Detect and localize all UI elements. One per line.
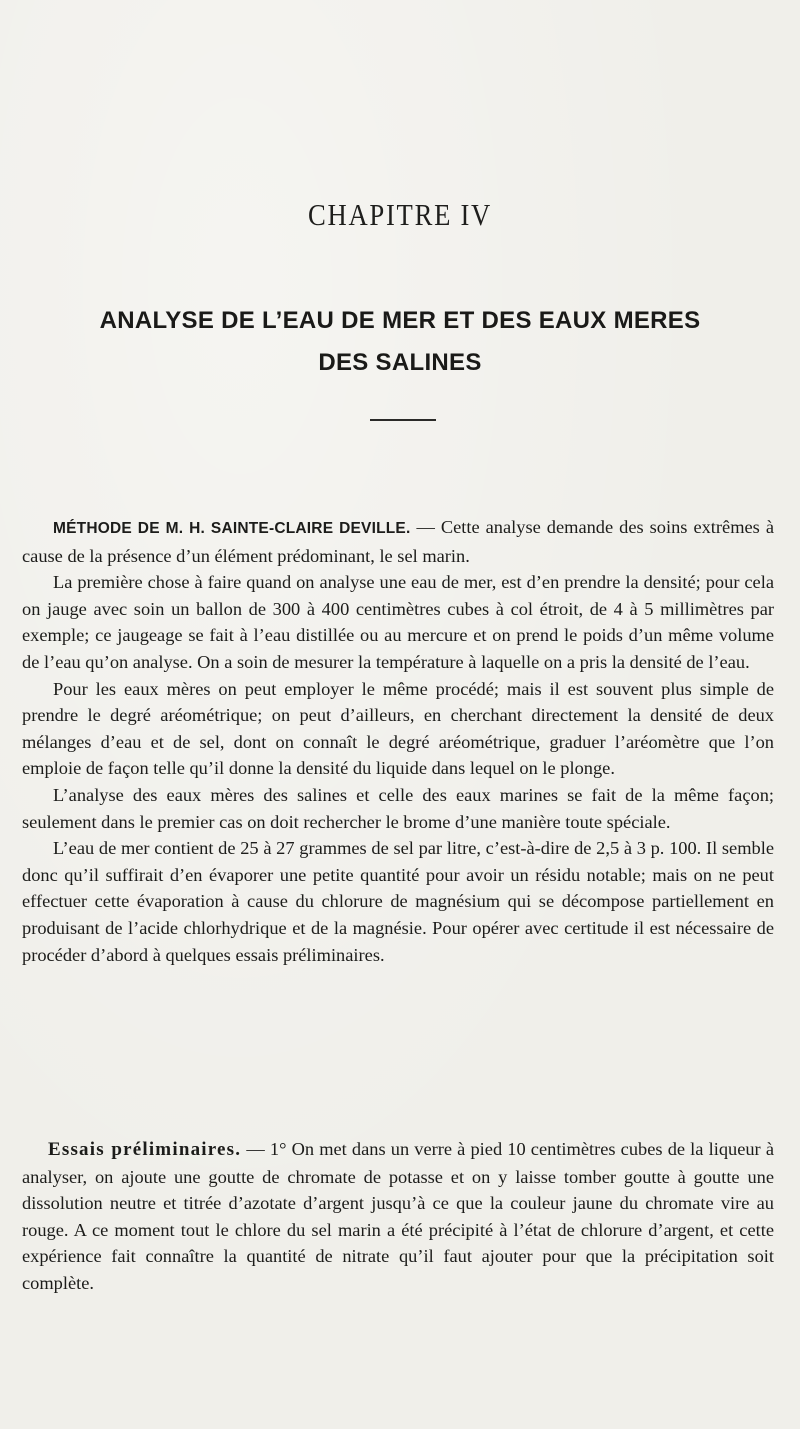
chapter-title: CHAPITRE IV bbox=[307, 197, 493, 232]
method-label: MÉTHODE DE M. H. SAINTE-CLAIRE DEVILLE. bbox=[53, 520, 411, 537]
essais-section bbox=[22, 1136, 774, 1297]
essais-text: — 1° On met dans un verre à pied 10 centimètres cubes de la liqueur à analyser, on ajoute une goutte de chromate de potasse et on y laisse tomber goutte à goutte une dissolution neutre et titrée d’azotate d’argent jusqu’à ce que la couleur jaune du chromate vire au rouge. A ce moment tout le chlore du sel marin a été précipité à l’état de chlorure d’argent, et cette expérience fait connaître la quantité de nitrate qu’il faut ajouter pour que la précipitation soit complète. bbox=[22, 1139, 774, 1293]
paragraph-sel-par-litre: L’eau de mer contient de 25 à 27 grammes de sel par litre, c’est-à-dire de 2,5 à 3 p. 100. Il semble donc qu’il suffirait d’en évaporer une petite quantité pour avoir un résidu notable; mais on ne peut effectuer cette évaporation à cause du chlorure de magnésium qui se décompose partiellement en produisant de l’acide chlorhydrique et de la magnésie. Pour opérer avec certitude il est nécessaire de procéder d’abord à quelques essais préliminaires. bbox=[22, 838, 774, 965]
method-paragraph bbox=[22, 514, 774, 569]
heading-divider bbox=[370, 419, 436, 421]
section-heading-line-1: ANALYSE DE L’EAU DE MER ET DES EAUX MERES bbox=[99, 307, 701, 334]
essais-label: Essais préliminaires. bbox=[48, 1139, 242, 1160]
method-intro: — Cette analyse demande des soins extrêmes à cause de la présence d’un élément prédominant, le sel marin. bbox=[22, 517, 774, 566]
section-heading-line-2: DES SALINES bbox=[318, 349, 482, 376]
section-heading bbox=[40, 300, 760, 384]
method-section bbox=[22, 514, 774, 968]
paragraph-analyse-salines: L’analyse des eaux mères des salines et celle des eaux marines se fait de la même façon; seulement dans le premier cas on doit rechercher le brome d’une manière toute spéciale. bbox=[22, 784, 774, 832]
essais-paragraph bbox=[22, 1136, 774, 1297]
paragraph-eaux-meres: Pour les eaux mères on peut employer le même procédé; mais il est souvent plus simple de prendre le degré aréométrique; on peut d’ailleurs, en cherchant directement la densité de deux mélanges d’eau et de sel, dont on connaît le degré aréométrique, graduer l’aréomètre que l’on emploie de façon telle qu’il donne la densité du liquide dans lequel on le plonge. bbox=[22, 678, 774, 779]
paragraph-density: La première chose à faire quand on analyse une eau de mer, est d’en prendre la densité; pour cela on jauge avec soin un ballon de 300 à 400 centimètres cubes à col étroit, de 4 à 5 millimètres par exemple; ce jaugeage se fait à l’eau distillée ou au mercure et on prend le poids d’un même volume de l’eau qu’on analyse. On a soin de mesurer la température à laquelle on a pris la densité de l’eau. bbox=[22, 572, 774, 672]
